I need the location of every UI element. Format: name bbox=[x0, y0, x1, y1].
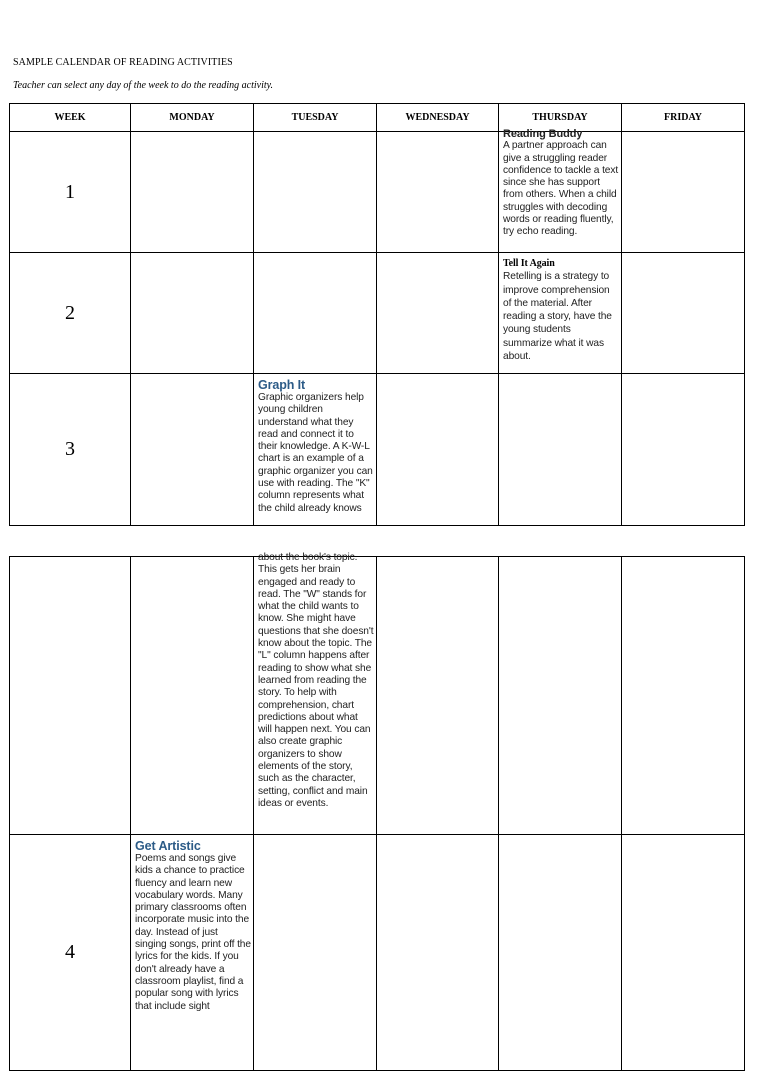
cell-w3-wednesday bbox=[377, 374, 499, 526]
week-number-3: 3 bbox=[10, 374, 131, 526]
activity-title-graph-it: Graph It bbox=[258, 378, 306, 392]
week-row-4 bbox=[10, 835, 745, 1071]
week-row-3 bbox=[10, 374, 745, 526]
cell-w3-tuesday bbox=[254, 374, 377, 526]
cell-w4-thursday bbox=[499, 835, 622, 1071]
cell-w3c-thursday bbox=[499, 557, 622, 835]
activity-text-get-artistic: Poems and songs give kids a chance to practice fluency and learn new vocabulary words. Many primary classrooms often incorporate music into the day. Instead of just singing songs, print off the lyrics for the kids. If you don't already have a classroom playlist, find a popular song with lyrics that include sight bbox=[135, 853, 251, 1012]
header-week: WEEK bbox=[10, 104, 131, 132]
header-monday: MONDAY bbox=[131, 104, 254, 132]
cell-w4-tuesday bbox=[254, 835, 377, 1071]
cell-w3c-week bbox=[10, 557, 131, 835]
cell-w4-wednesday bbox=[377, 835, 499, 1071]
reading-calendar-table-page-2 bbox=[9, 552, 745, 1071]
header-thursday: THURSDAY bbox=[499, 104, 622, 132]
activity-text-tell-it-again: Retelling is a strategy to improve comprehension of the material. After reading a story, have the young students summarize what it was about. bbox=[503, 271, 612, 363]
activity-text-reading-buddy: A partner approach can give a struggling reader confidence to tackle a text since she has support from others. When a child struggles with decoding words or reading fluently, try echo reading. bbox=[503, 140, 619, 238]
activity-text-graph-it-part-2: about the book's topic. This gets her brain engaged and ready to read. The "W" stands for what the child wants to know. She might have questions that she doesn't know about the topic. The "L" column happens after reading to show what she learned from reading the story. To help with comprehension, chart predictions about what will happen next. You can also create graphic organizers to show elements of the story, such as the character, setting, conflict and main ideas or events. bbox=[258, 552, 374, 809]
document-subtitle: Teacher can select any day of the week to do the reading activity. bbox=[13, 80, 274, 91]
cell-w3c-monday bbox=[131, 557, 254, 835]
week-number-4: 4 bbox=[10, 835, 131, 1071]
cell-w1-monday bbox=[131, 132, 254, 253]
cell-w1-thursday bbox=[499, 128, 622, 253]
activity-title-tell-it-again: Tell It Again bbox=[503, 258, 555, 269]
cell-w2-monday bbox=[131, 253, 254, 374]
cell-w3c-tuesday bbox=[254, 552, 377, 835]
cell-w2-thursday bbox=[499, 253, 622, 374]
activity-title-reading-buddy: Reading Buddy bbox=[503, 128, 583, 140]
header-tuesday: TUESDAY bbox=[254, 104, 377, 132]
header-row bbox=[10, 104, 745, 132]
cell-w1-wednesday bbox=[377, 132, 499, 253]
week-row-3-continued bbox=[10, 557, 745, 835]
week-row-2 bbox=[10, 253, 745, 374]
cell-w2-wednesday bbox=[377, 253, 499, 374]
cell-w1-tuesday bbox=[254, 132, 377, 253]
header-friday: FRIDAY bbox=[622, 104, 745, 132]
week-row-1 bbox=[10, 132, 745, 253]
cell-w3-thursday bbox=[499, 374, 622, 526]
cell-w4-friday bbox=[622, 835, 745, 1071]
cell-w2-tuesday bbox=[254, 253, 377, 374]
header-wednesday: WEDNESDAY bbox=[377, 104, 499, 132]
cell-w3-monday bbox=[131, 374, 254, 526]
cell-w2-friday bbox=[622, 253, 745, 374]
document-title: SAMPLE CALENDAR OF READING ACTIVITIES bbox=[13, 57, 233, 68]
cell-w3c-friday bbox=[622, 557, 745, 835]
cell-w3c-wednesday bbox=[377, 557, 499, 835]
cell-w3-friday bbox=[622, 374, 745, 526]
week-number-2: 2 bbox=[10, 253, 131, 374]
activity-text-graph-it-part-1: Graphic organizers help young children understand what they read and connect it to their knowledge. A K-W-L chart is an example of a graphic organizer you can use with reading. The "K" column represents what the child already knows bbox=[258, 392, 373, 514]
reading-calendar-table-page-1 bbox=[9, 103, 745, 526]
activity-title-get-artistic: Get Artistic bbox=[135, 839, 201, 853]
cell-w4-monday bbox=[131, 835, 254, 1071]
cell-w1-friday bbox=[622, 132, 745, 253]
week-number-1: 1 bbox=[10, 132, 131, 253]
